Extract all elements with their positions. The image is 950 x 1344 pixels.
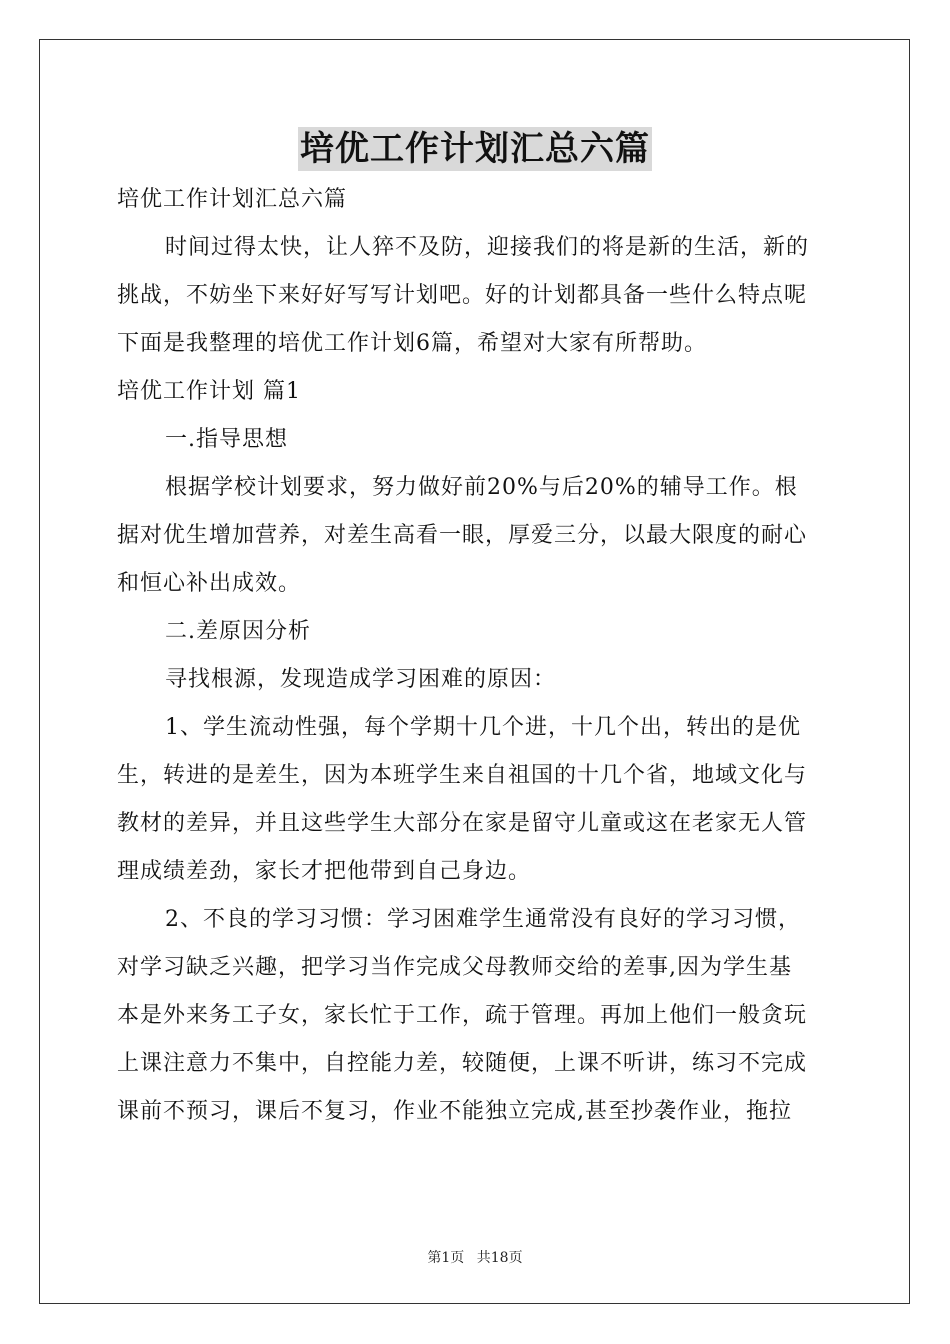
text-line: 二.差原因分析 bbox=[165, 619, 311, 644]
text-line: 下面是我整理的培优工作计划6篇，希望对大家有所帮助。 bbox=[117, 331, 707, 356]
text-line: 教材的差异，并且这些学生大部分在家是留守儿童或这在老家无人管 bbox=[117, 811, 808, 836]
text-line: 1、学生流动性强，每个学期十几个进，十几个出，转出的是优 bbox=[165, 715, 801, 740]
text-line: 上课注意力不集中，自控能力差，较随便，上课不听讲，练习不完成 bbox=[117, 1051, 808, 1076]
text-line: 课前不预习，课后不复习，作业不能独立完成,甚至抄袭作业，拖拉 bbox=[117, 1099, 792, 1124]
document-body bbox=[117, 176, 832, 1136]
document-title: 培优工作计划汇总六篇 bbox=[300, 129, 650, 169]
text-line: 据对优生增加营养，对差生高看一眼，厚爱三分，以最大限度的耐心 bbox=[117, 523, 808, 548]
text-line: 和恒心补出成效。 bbox=[117, 571, 302, 596]
text-line: 对学习缺乏兴趣，把学习当作完成父母教师交给的差事,因为学生基 bbox=[117, 955, 792, 980]
text-line: 本是外来务工子女，家长忙于工作，疏于管理。再加上他们一般贪玩 bbox=[117, 1003, 808, 1028]
text-line: 挑战，不妨坐下来好好写写计划吧。好的计划都具备一些什么特点呢 bbox=[117, 283, 808, 308]
text-line: 根据学校计划要求，努力做好前20%与后20%的辅导工作。根 bbox=[165, 475, 798, 500]
text-line: 时间过得太快，让人猝不及防，迎接我们的将是新的生活，新的 bbox=[165, 235, 810, 260]
text-line: 培优工作计划 篇1 bbox=[117, 379, 301, 404]
text-line: 2、不良的学习习惯：学习困难学生通常没有良好的学习习惯， bbox=[165, 907, 801, 932]
text-line: 寻找根源，发现造成学习困难的原因： bbox=[165, 667, 557, 692]
text-line: 一.指导思想 bbox=[165, 427, 288, 452]
text-line: 培优工作计划汇总六篇 bbox=[117, 187, 348, 212]
page-total: 共18页 bbox=[476, 1250, 523, 1266]
page-number: 第1页 bbox=[427, 1250, 465, 1266]
title-container bbox=[0, 127, 950, 171]
page-footer bbox=[0, 1248, 950, 1268]
text-line: 生，转进的是差生，因为本班学生来自祖国的十几个省，地域文化与 bbox=[117, 763, 808, 788]
text-line: 理成绩差劲，家长才把他带到自己身边。 bbox=[117, 859, 532, 884]
